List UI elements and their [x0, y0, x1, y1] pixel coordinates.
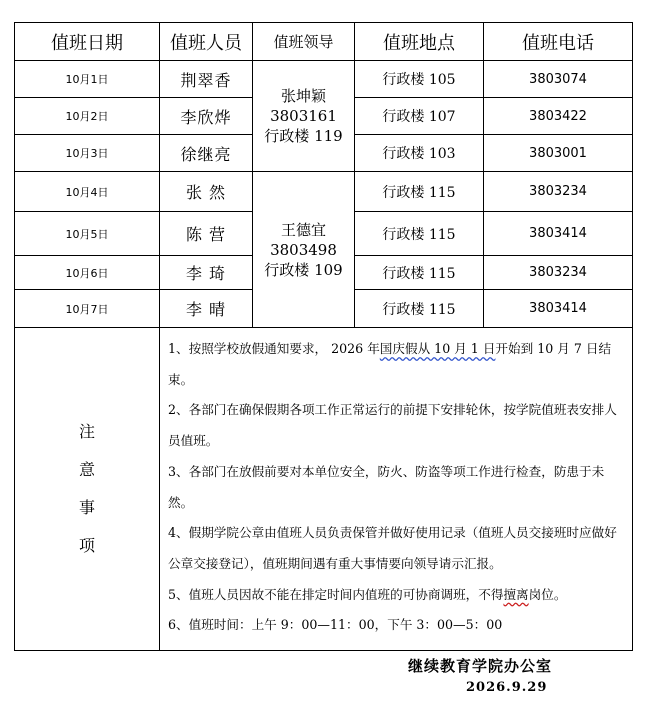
row-phone: 3803074 — [484, 61, 633, 98]
note-item-5: 5、值班人员因故不能在排定时间内值班的可协商调班，不得擅离岗位。 — [168, 586, 567, 602]
duty-schedule-table — [14, 22, 633, 651]
row-person: 李欣烨 — [160, 98, 253, 135]
table-header-row — [15, 23, 633, 61]
row-date: 10月1日 — [15, 61, 160, 98]
row-date: 10月7日 — [15, 290, 160, 328]
leader-phone: 3803161 — [270, 107, 337, 125]
row-person: 荆翠香 — [160, 61, 253, 98]
row-place: 行政楼 105 — [355, 61, 484, 98]
note-item-3: 3、各部门在放假前要对本单位安全，防火、防盗等项工作进行检查，防患于未然。 — [168, 463, 605, 510]
leader-name: 张坤颖 — [280, 87, 326, 105]
row-place: 行政楼 115 — [355, 212, 484, 256]
row-phone: 3803234 — [484, 172, 633, 212]
row-date: 10月5日 — [15, 212, 160, 256]
header-phone: 值班电话 — [484, 23, 633, 61]
note-item-1: 1、按照学校放假通知要求， 2026 年国庆假从 10 月 1 日开始到 10 月 7 日结束。 — [168, 341, 612, 387]
row-place: 行政楼 107 — [355, 98, 484, 135]
header-place: 值班地点 — [355, 23, 484, 61]
row-person: 李 琦 — [160, 256, 253, 290]
leader-cell — [253, 61, 355, 172]
row-phone: 3803414 — [484, 212, 633, 256]
row-date: 10月4日 — [15, 172, 160, 212]
row-phone: 3803414 — [484, 290, 633, 328]
row-date: 10月3日 — [15, 135, 160, 172]
notes-content — [160, 328, 633, 651]
note-item-2: 2、各部门在确保假期各项工作正常运行的前提下安排轮休，按学院值班表安排人员值班。 — [168, 402, 617, 449]
notes-label: 注 意 事 项 — [15, 328, 160, 651]
header-person: 值班人员 — [160, 23, 253, 61]
issuer-name: 继续教育学院办公室 — [408, 657, 553, 675]
row-date: 10月2日 — [15, 98, 160, 135]
leader-office: 行政楼 109 — [264, 260, 343, 279]
table-row — [15, 61, 633, 98]
issue-date: 2026.9.29 — [466, 680, 548, 695]
row-person: 张 然 — [160, 172, 253, 212]
row-place: 行政楼 115 — [355, 172, 484, 212]
leader-office: 行政楼 119 — [264, 127, 343, 145]
row-place: 行政楼 115 — [355, 256, 484, 290]
header-date: 值班日期 — [15, 23, 160, 61]
row-phone: 3803001 — [484, 135, 633, 172]
row-place: 行政楼 115 — [355, 290, 484, 328]
row-phone: 3803422 — [484, 98, 633, 135]
table-row — [15, 172, 633, 212]
row-place: 行政楼 103 — [355, 135, 484, 172]
note-item-6: 6、值班时间：上午 9：00—11：00，下午 3：00—5：00 — [168, 617, 503, 633]
notes-row — [15, 328, 633, 651]
row-person: 李 晴 — [160, 290, 253, 328]
row-person: 陈 营 — [160, 212, 253, 256]
row-person: 徐继亮 — [160, 135, 253, 172]
header-leader: 值班领导 — [253, 23, 355, 61]
leader-name: 王德宜 — [280, 220, 326, 239]
row-date: 10月6日 — [15, 256, 160, 290]
leader-phone: 3803498 — [270, 240, 337, 259]
row-phone: 3803234 — [484, 256, 633, 290]
note-item-4: 4、假期学院公章由值班人员负责保管并做好使用记录（值班人员交接班时应做好公章交接登记），值班期间遇有重大事情要向领导请示汇报。 — [168, 525, 617, 571]
leader-cell — [253, 172, 355, 328]
